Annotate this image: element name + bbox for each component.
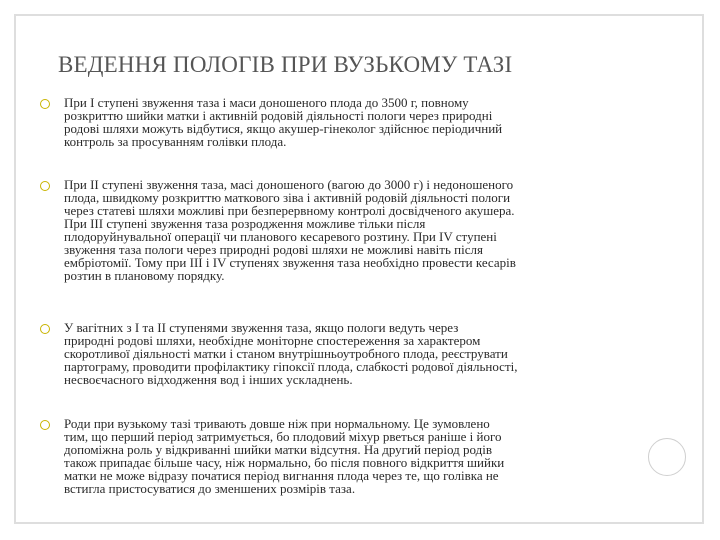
paragraph-2: При ІІ ступені звуження таза, масі доношеного (вагою до 3000 г) і недоношеного плода, швидкому розкриттю маткового зіва і активній родовій діяльності пологи через статеві шляхи можливі при безперервному контролі досвідченого акушера. При ІІІ ступені звуження таза розродження можливе тільки після плодоруйнувальної операції чи планового кесаревого розтину. При IV ступені звуження таза пологи через природні родові шляхи не можливі навіть після ембріотомії. Тому при ІІІ і IV ступенях звуження таза необхідно провести кесарів розтин в плановому порядку.: [64, 177, 516, 283]
paragraph-3: У вагітних з І та ІІ ступенями звуження таза, якщо пологи ведуть через природні родові шляхи, необхідне моніторне спостереження за характером скоротливої діяльності матки і станом внутрішньоутробного плода, реєструвати партограму, проводити профілактику гіпоксії плода, слабкості родової діяльності, несвоєчасного відходження вод і інших ускладнень.: [64, 320, 518, 387]
paragraph-1: При І ступені звуження таза і маси доношеного плода до 3500 г, повному розкриттю шийки матки і активній родовій діяльності пологи через природні родові шляхи можуть відбутися, якщо акушер-гінеколог здійснює періодичний контроль за просуванням голівки плода.: [64, 95, 503, 149]
circle-decoration-icon: [648, 438, 686, 476]
ring-bullet-icon: [40, 99, 50, 109]
ring-bullet-icon: [40, 181, 50, 191]
paragraph-4: Роди при вузькому тазі тривають довше ніж при нормальному. Це зумовлено тим, що перший період затримується, бо плодовий міхур рветься раніше і його допоміжна роль у відкриванні шийки матки відсутня. На другий період родів також припадає більше часу, ніж нормально, бо після повного відкриття шийки матки не може відразу початися період вигнання плода через те, що голівка не встигла пристосуватися до зменшених розмірів таза.: [64, 416, 505, 496]
ring-bullet-icon: [40, 420, 50, 430]
ring-bullet-icon: [40, 324, 50, 334]
slide-title: ВЕДЕННЯ ПОЛОГІВ ПРИ ВУЗЬКОМУ ТАЗІ: [58, 52, 513, 77]
